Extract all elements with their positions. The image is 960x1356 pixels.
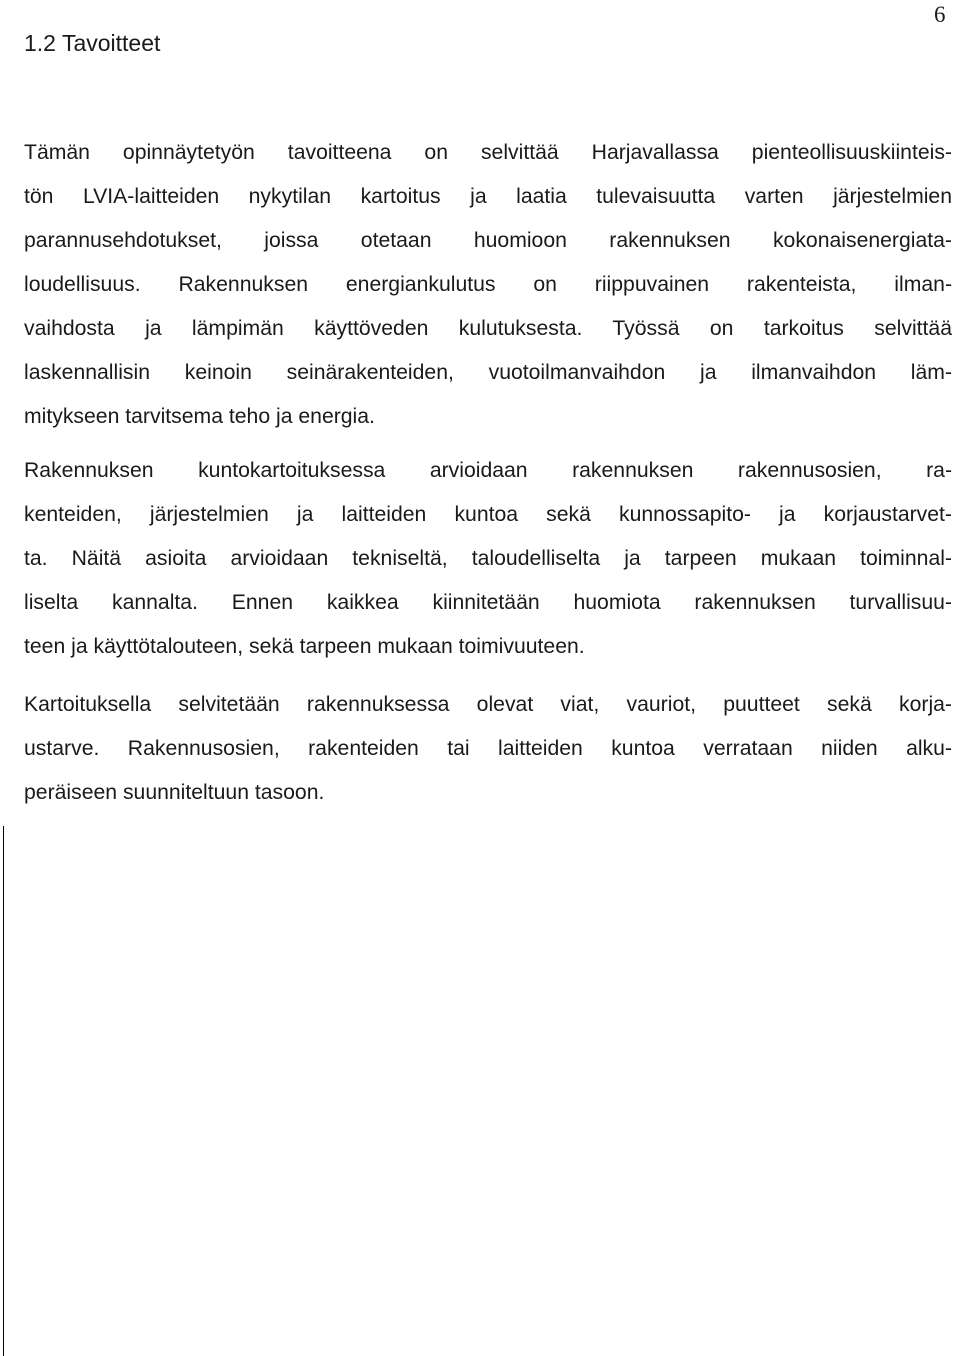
- page-number: 6: [934, 2, 946, 27]
- paragraph-line: teen ja käyttötalouteen, sekä tarpeen mukaan toimivuuteen.: [24, 635, 585, 658]
- paragraph-line: liselta kannalta. Ennen kaikkea kiinnitetään huomiota rakennuksen turvallisuu-: [24, 591, 952, 614]
- paragraph-line: ta. Näitä asioita arvioidaan tekniseltä, taloudelliselta ja tarpeen mukaan toiminnal-: [24, 547, 952, 570]
- paragraph-survey-findings: [24, 683, 952, 815]
- paragraph-line: parannusehdotukset, joissa otetaan huomioon rakennuksen kokonaisenergiata-: [24, 229, 952, 252]
- paragraph-line: mitykseen tarvitsema teho ja energia.: [24, 405, 375, 428]
- paragraph-line: vaihdosta ja lämpimän käyttöveden kulutuksesta. Työssä on tarkoitus selvittää: [24, 317, 952, 340]
- paragraph-line: kenteiden, järjestelmien ja laitteiden kuntoa sekä kunnossapito- ja korjaustarvet-: [24, 503, 952, 526]
- paragraph-line: Kartoituksella selvitetään rakennuksessa olevat viat, vauriot, puutteet sekä korja-: [24, 693, 952, 716]
- section-heading: 1.2 Tavoitteet: [24, 30, 161, 56]
- paragraph-condition-survey: [24, 449, 952, 669]
- margin-rule: [3, 826, 4, 1356]
- paragraph-line: tön LVIA-laitteiden nykytilan kartoitus ja laatia tulevaisuutta varten järjestelmien: [24, 185, 952, 208]
- paragraph-line: loudellisuus. Rakennuksen energiankulutus on riippuvainen rakenteista, ilman-: [24, 273, 952, 296]
- paragraph-line: ustarve. Rakennusosien, rakenteiden tai laitteiden kuntoa verrataan niiden alku-: [24, 737, 952, 760]
- paragraph-line: Rakennuksen kuntokartoituksessa arvioidaan rakennuksen rakennusosien, ra-: [24, 459, 952, 482]
- paragraph-line: Tämän opinnäytetyön tavoitteena on selvittää Harjavallassa pienteollisuuskiinteis-: [24, 141, 952, 164]
- paragraph-line: peräiseen suunniteltuun tasoon.: [24, 781, 325, 804]
- paragraph-line: laskennallisin keinoin seinärakenteiden, vuotoilmanvaihdon ja ilmanvaihdon läm-: [24, 361, 952, 384]
- paragraph-objectives: [24, 131, 952, 439]
